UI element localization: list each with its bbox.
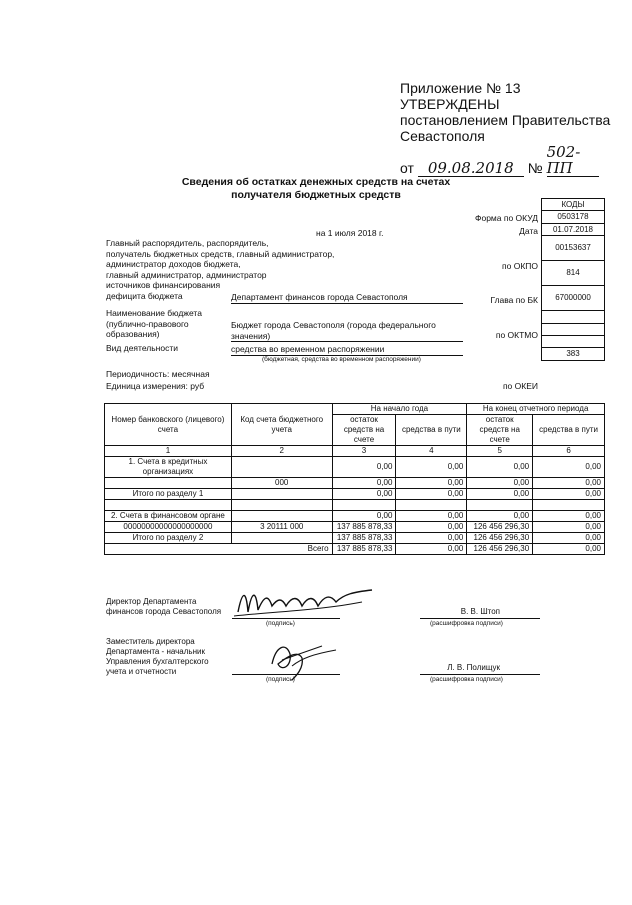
cell-value: 137 885 878,33 (332, 522, 396, 533)
cell-total-label: Всего (105, 544, 333, 555)
cell-code (231, 500, 332, 511)
table-row (105, 533, 605, 544)
header-balance-end: остаток средств на счете (467, 415, 533, 446)
cell-value: 126 456 296,30 (467, 533, 533, 544)
header-end: На конец отчетного периода (467, 404, 605, 415)
cell-value: 0,00 (332, 489, 396, 500)
header-account: Номер банковского (лицевого) счета (105, 404, 232, 446)
table-row (105, 511, 605, 522)
from-label: от (400, 160, 414, 176)
cell-value (467, 500, 533, 511)
cell-account: 2. Счета в финансовом органе (105, 511, 232, 522)
activity-value: средства во временном распоряжении (231, 344, 463, 356)
activity-hint: (бюджетная, средства во временном распоряжении) (262, 356, 421, 363)
cell-value (533, 500, 605, 511)
table-row (105, 500, 605, 511)
table-row (105, 478, 605, 489)
code-okpo: 00153637 (542, 235, 604, 260)
cell-value: 126 456 296,30 (467, 522, 533, 533)
cell-account: 1. Счета в кредитных организациях (105, 457, 232, 478)
cell-value: 0,00 (396, 511, 467, 522)
code-okei: 383 (542, 347, 604, 359)
number-label: № (527, 160, 543, 176)
decode-line (420, 618, 540, 619)
cell-code (231, 457, 332, 478)
appendix-line: Севастополя (400, 128, 485, 144)
director-title (106, 597, 221, 617)
appendix-block (400, 80, 610, 177)
cell-code (231, 489, 332, 500)
appendix-line: постановлением Правительства (400, 112, 611, 128)
deputy-title-line: Управления бухгалтерского (106, 657, 209, 666)
cell-value: 137 885 878,33 (332, 533, 396, 544)
document-title (0, 176, 632, 202)
director-name: В. В. Штоп (460, 607, 500, 616)
col-num: 3 (332, 446, 396, 457)
balances-table (104, 403, 605, 555)
code-bk: 814 (542, 260, 604, 285)
code-oktmo: 67000000 (542, 285, 604, 310)
col-num: 6 (533, 446, 605, 457)
code-okud: 0503178 (542, 210, 604, 222)
cell-value: 0,00 (533, 533, 605, 544)
cell-value: 0,00 (533, 489, 605, 500)
cell-value: 0,00 (396, 544, 467, 555)
budget-value-line: Бюджет города Севастополя (города федерального (231, 320, 436, 330)
cell-account: 00000000000000000000 (105, 522, 232, 533)
decode-hint: (расшифровка подписи) (430, 620, 503, 627)
cell-account: Итого по разделу 1 (105, 489, 232, 500)
title-line: Сведения об остатках денежных средств на счетах (181, 176, 451, 188)
header-transit-start: средства в пути (396, 415, 467, 446)
decode-line (420, 674, 540, 675)
cell-value: 0,00 (396, 533, 467, 544)
code-empty (542, 323, 604, 335)
cell-code: 3 20111 000 (231, 522, 332, 533)
budget-label (106, 308, 202, 340)
table-row (105, 457, 605, 478)
periodicity: Периодичность: месячная (106, 369, 210, 379)
budget-label-line: Наименование бюджета (106, 308, 202, 318)
manager-label-line: главный администратор, администратор (106, 269, 267, 280)
deputy-name: Л. В. Полищук (447, 663, 500, 672)
cell-value: 0,00 (533, 544, 605, 555)
cell-value (396, 500, 467, 511)
appendix-line: Приложение № 13 (400, 80, 521, 96)
okud-label: Форма по ОКУД (475, 213, 538, 223)
director-title-line: финансов города Севастополя (106, 607, 222, 616)
manager-label-line: администратор доходов бюджета, (106, 259, 241, 269)
director-signature (232, 582, 382, 622)
date-label: Дата (519, 226, 538, 236)
code-empty (542, 335, 604, 347)
header-start: На начало года (332, 404, 467, 415)
header-code: Код счета бюджетного учета (231, 404, 332, 446)
budget-value-line: значения) (231, 331, 463, 343)
cell-account: Итого по разделу 2 (105, 533, 232, 544)
okpo-label: по ОКПО (502, 261, 538, 271)
cell-account (105, 478, 232, 489)
cell-value: 0,00 (467, 489, 533, 500)
cell-code (231, 533, 332, 544)
cell-value: 0,00 (533, 457, 605, 478)
sign-hint: (подпись) (266, 676, 295, 683)
cell-value: 0,00 (332, 511, 396, 522)
decode-hint: (расшифровка подписи) (430, 676, 503, 683)
column-number-row (105, 446, 605, 457)
table-row (105, 489, 605, 500)
deputy-title-line: Заместитель директора (106, 637, 195, 646)
sign-hint: (подпись) (266, 620, 295, 627)
header-balance-start: остаток средств на счете (332, 415, 396, 446)
codes-box (541, 198, 605, 361)
table-row (105, 522, 605, 533)
okei-label: по ОКЕИ (502, 381, 538, 391)
col-num: 1 (105, 446, 232, 457)
budget-value (231, 320, 463, 342)
manager-label-line: получатель бюджетных средств, главный администратор, (106, 248, 335, 259)
deputy-title (106, 637, 209, 677)
cell-value: 137 885 878,33 (332, 544, 396, 555)
oktmo-label: по ОКТМО (495, 330, 538, 340)
cell-value: 0,00 (533, 522, 605, 533)
activity-label: Вид деятельности (106, 343, 178, 353)
appendix-date-line (400, 144, 610, 177)
cell-value: 0,00 (467, 478, 533, 489)
col-num: 4 (396, 446, 467, 457)
cell-value: 126 456 296,30 (467, 544, 533, 555)
cell-value: 0,00 (332, 478, 396, 489)
cell-value: 0,00 (396, 522, 467, 533)
title-line: получателя бюджетных средств (231, 189, 401, 201)
cell-code: 000 (231, 478, 332, 489)
budget-label-line: образования) (106, 329, 160, 339)
cell-value: 0,00 (396, 489, 467, 500)
deputy-title-line: учета и отчетности (106, 667, 177, 676)
cell-value: 0,00 (332, 457, 396, 478)
cell-account (105, 500, 232, 511)
budget-label-line: (публично-правового (106, 318, 189, 329)
handwritten-date: 09.08.2018 (418, 160, 524, 177)
table-header-row (105, 404, 605, 415)
deputy-title-line: Департамента - начальник (106, 647, 205, 656)
cell-value: 0,00 (396, 478, 467, 489)
table-row-total (105, 544, 605, 555)
cell-value (332, 500, 396, 511)
codes-header: КОДЫ (561, 200, 585, 209)
col-num: 2 (231, 446, 332, 457)
unit-of-measure: Единица измерения: руб (106, 381, 205, 391)
handwritten-number: 502-ПП (547, 144, 599, 177)
header-transit-end: средства в пути (533, 415, 605, 446)
cell-value: 0,00 (467, 511, 533, 522)
cell-value: 0,00 (396, 457, 467, 478)
appendix-line: УТВЕРЖДЕНЫ (400, 96, 500, 112)
manager-label-line: Главный распорядитель, распорядитель, (106, 238, 269, 248)
col-num: 5 (467, 446, 533, 457)
manager-label-line: дефицита бюджета (106, 290, 183, 301)
manager-label-line: источников финансирования (106, 280, 221, 290)
cell-code (231, 511, 332, 522)
code-empty (542, 310, 604, 322)
manager-value: Департамент финансов города Севастополя (231, 292, 463, 304)
cell-value: 0,00 (533, 511, 605, 522)
code-date: 01.07.2018 (542, 223, 604, 235)
cell-value: 0,00 (533, 478, 605, 489)
bk-label: Глава по БК (490, 295, 538, 305)
cell-value: 0,00 (467, 457, 533, 478)
director-title-line: Директор Департамента (106, 597, 197, 606)
as-of-date: на 1 июля 2018 г. (316, 228, 384, 238)
